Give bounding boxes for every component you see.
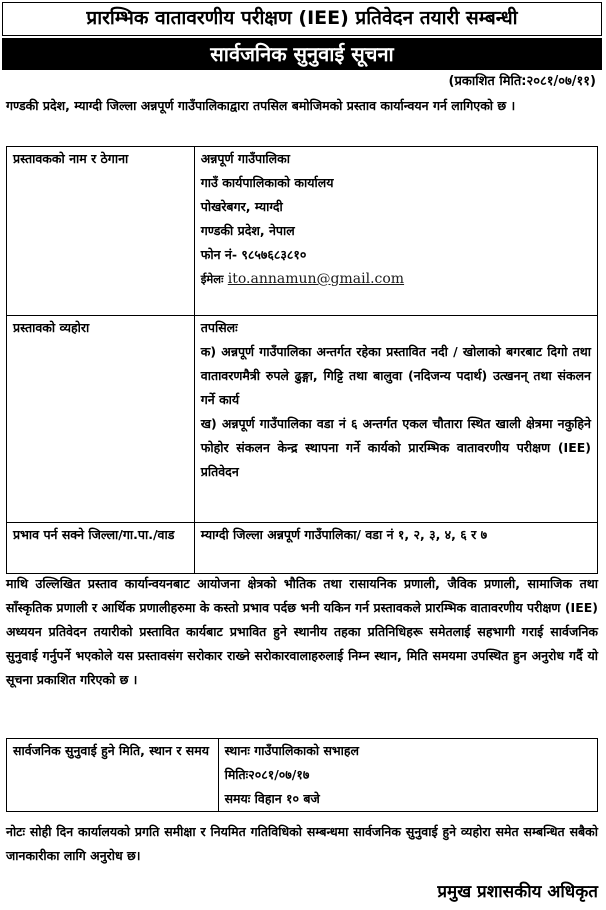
proponent-office: गाउँ कार्यपालिकाको कार्यालय [200, 175, 334, 190]
impact-value: म्याग्दी जिल्ला अन्नपूर्ण गाउँपालिका/ वडा नं १, २, ३, ४, ६ र ७ [200, 527, 488, 542]
proponent-name: अन्नपूर्ण गाउँपालिका [200, 151, 290, 166]
proponent-email-line [201, 267, 591, 291]
subject-heading: तपसिलः [200, 320, 238, 335]
hearing-label-cell [7, 739, 219, 812]
note-paragraph: नोटः सोही दिन कार्यालयको प्रगति समीक्षा र नियमित गतिविधिको सम्बन्धमा सार्वजनिक सुनुवाई हुने व्यहोरा समेत सम्बन्धित सबैको जानकारीका लागि अनुरोध छ। [6, 824, 598, 863]
body-paragraph: माथि उल्लिखित प्रस्ताव कार्यान्वयनबाट आयोजना क्षेत्रको भौतिक तथा रासायनिक प्रणाली, जैविक प्रणाली, सामाजिक तथा साँस्कृतिक प्रणाली र आर्थिक प्रणालीहरुमा के कस्तो प्रभाव पर्दछ भनी यकिन गर्न प्रस्तावकले प्रारम्भिक वातावरणीय परीक्षण (IEE) अध्ययन प्रतिवेदन तयारीको प्रस्तावित कार्यबाट प्रभावित हुने स्थानीय तहका प्रतिनिधिहरू समेतलाई सहभागी गराई सार्वजनिक सुनुवाई गर्नुपर्ने भएकोले यस प्रस्तावसंग सरोकार राख्ने सरोकारवालाहरुलाई निम्न स्थान, मिति समयमा उपस्थित हुन अनुरोध गर्दै यो सूचना प्रकाशित गरिएको छ । [6, 576, 598, 687]
hearing-label: सार्वजनिक सुनुवाई हुने मिति, स्थान र समय [13, 743, 209, 758]
published-date: (प्रकाशित मिति:२०८१/०७/११) [448, 74, 596, 89]
hearing-time: समयः विहान १० बजे [224, 791, 320, 806]
impact-row [7, 523, 598, 574]
proponent-row [7, 147, 598, 316]
impact-label: प्रभाव पर्न सक्ने जिल्ला/गा.पा./वाड [13, 527, 175, 542]
impact-value-cell [194, 523, 597, 574]
proponent-label-cell [7, 147, 195, 316]
hearing-value-cell [218, 739, 597, 812]
hearing-place: स्थानः गाउँपालिकाको सभाहल [224, 743, 360, 758]
proponent-label: प्रस्तावकको नाम र ठेगाना [13, 151, 129, 166]
email-link[interactable]: ito.annamun@gmail.com [227, 271, 405, 287]
hearing-date: मितिः२०८१/०७/१७ [224, 767, 310, 782]
subject-label-cell [7, 316, 195, 523]
subject-label: प्रस्तावको व्यहोरा [13, 320, 90, 335]
email-label: ईमेलः [200, 272, 224, 286]
signature-title: प्रमुख प्रशासकीय अधिकृत [437, 882, 598, 902]
proponent-province: गण्डकी प्रदेश, नेपाल [200, 223, 295, 238]
intro-paragraph: गण्डकी प्रदेश, म्याग्दी जिल्ला अन्नपूर्ण गाउँपालिकाद्वारा तपसिल बमोजिमको प्रस्ताव कार्यान्वयन गर्न लागिएको छ । [6, 98, 516, 113]
proponent-phone: फोन नं- ९८५७६८३८१० [200, 247, 307, 262]
subject-row [7, 316, 598, 523]
subject-item-b: ख) अन्नपूर्ण गाउँपालिका वडा नं ६ अन्तर्गत एकल चौतारा स्थित खाली क्षेत्रमा नकुहिने फोहोर संकलन केन्द्र स्थापना गर्ने कार्यको प्रारम्भिक वातावरणीय परीक्षण (IEE) प्रतिवेदन [200, 416, 591, 479]
proponent-address: पोखरेबगर, म्याग्दी [200, 199, 283, 214]
hearing-table [6, 738, 598, 812]
notice-title: प्रारम्भिक वातावरणीय परीक्षण (IEE) प्रतिवेदन तयारी सम्बन्धी [2, 2, 602, 36]
notice-subtitle-banner: सार्वजनिक सुनुवाई सूचना [2, 38, 602, 70]
subject-item-a: क) अन्नपूर्ण गाउँपालिका अन्तर्गत रहेका प्रस्तावित नदी / खोलाको बगरबाट दिगो तथा वातावरणमैत्री रुपले ढुङ्गा, गिट्टि तथा बालुवा (नदिजन्य पदार्थ) उत्खनन् तथा संकलन गर्ने कार्य [200, 344, 591, 407]
proponent-value-cell [194, 147, 597, 316]
proposal-table [6, 146, 598, 574]
impact-label-cell [7, 523, 195, 574]
subject-value-cell [194, 316, 597, 523]
hearing-row [7, 739, 598, 812]
